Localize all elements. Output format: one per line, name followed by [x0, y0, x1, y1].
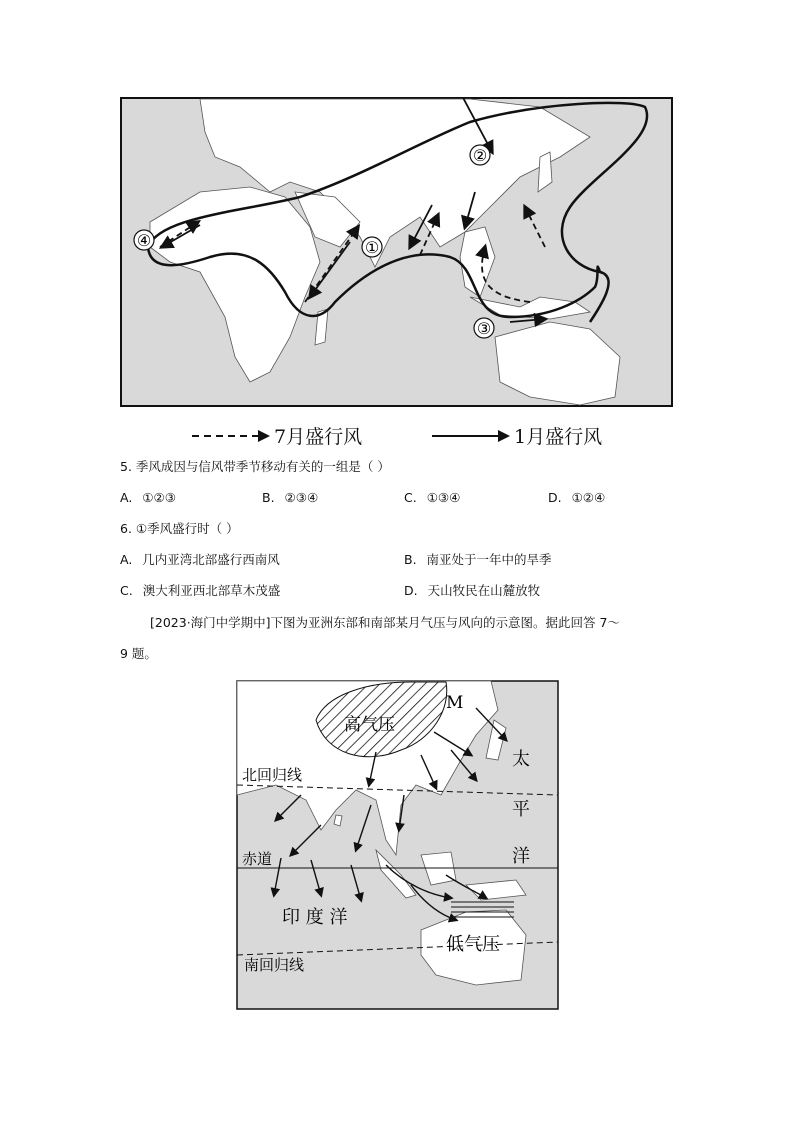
option-text: 几内亚湾北部盛行西南风: [142, 552, 280, 567]
marker-1: [362, 237, 382, 257]
tropic-capricorn-label: 南回归线: [244, 956, 305, 974]
monsoon-map-svg: [120, 97, 673, 407]
point-m-label: M: [446, 693, 464, 713]
option-text: ①②④: [571, 490, 606, 505]
option-letter: B.: [262, 490, 275, 505]
option-letter: C.: [404, 490, 417, 505]
marker-2: [470, 145, 490, 165]
pacific-label-char-2: 平: [512, 799, 530, 820]
q6-option-a[interactable]: [120, 552, 280, 568]
option-text: ②③④: [284, 490, 319, 505]
option-letter: B.: [404, 552, 417, 567]
question-5-stem: 5. 季风成因与信风带季节移动有关的一组是（ ）: [120, 459, 390, 474]
questions-7-9-intro-line1: [2023·海门中学期中]下图为亚洲东部和南部某月气压与风向的示意图。据此回答 7～: [150, 615, 620, 630]
option-letter: D.: [548, 490, 562, 505]
option-text: 南亚处于一年中的旱季: [426, 552, 552, 567]
svg-text:①: ①: [364, 238, 380, 257]
question-6-stem: 6. ①季风盛行时（ ）: [120, 521, 239, 536]
marker-3: [474, 318, 494, 338]
q6-option-c[interactable]: [120, 583, 280, 599]
pacific-label-char-3: 洋: [512, 846, 530, 867]
q5-option-b[interactable]: [262, 490, 318, 506]
q6-option-d[interactable]: [404, 583, 540, 599]
tropic-cancer-label: 北回归线: [242, 766, 303, 784]
svg-text:④: ④: [136, 231, 152, 250]
q5-option-d[interactable]: [548, 490, 605, 506]
option-letter: C.: [120, 583, 133, 598]
questions-7-9-intro-line2: 9 题。: [120, 646, 157, 661]
q5-option-a[interactable]: [120, 490, 176, 506]
indian-ocean-label: 印 度 洋: [282, 907, 348, 928]
option-text: ①③④: [426, 490, 461, 505]
pressure-wind-map: [236, 680, 559, 1010]
low-pressure-label: 低气压: [446, 934, 500, 955]
pressure-wind-map-svg: [236, 680, 559, 1010]
high-pressure-label: 高气压: [344, 715, 395, 735]
marker-4: [134, 230, 154, 250]
solid-arrow-icon: [430, 426, 510, 446]
pacific-label-char-1: 太: [512, 749, 530, 770]
svg-text:③: ③: [476, 319, 492, 338]
option-text: ①②③: [142, 490, 176, 505]
q5-option-c[interactable]: [404, 490, 460, 506]
equator-label: 赤道: [242, 850, 273, 868]
legend-july: 7月盛行风: [274, 426, 363, 448]
monsoon-map: [120, 97, 673, 407]
option-text: 天山牧民在山麓放牧: [427, 583, 541, 598]
svg-text:②: ②: [472, 146, 488, 165]
option-letter: A.: [120, 552, 133, 567]
map-legend: [190, 420, 650, 450]
dashed-arrow-icon: [190, 426, 270, 446]
option-letter: D.: [404, 583, 418, 598]
legend-january: 1月盛行风: [514, 426, 603, 448]
q6-option-b[interactable]: [404, 552, 552, 568]
option-letter: A.: [120, 490, 133, 505]
option-text: 澳大利亚西北部草木茂盛: [142, 583, 281, 598]
